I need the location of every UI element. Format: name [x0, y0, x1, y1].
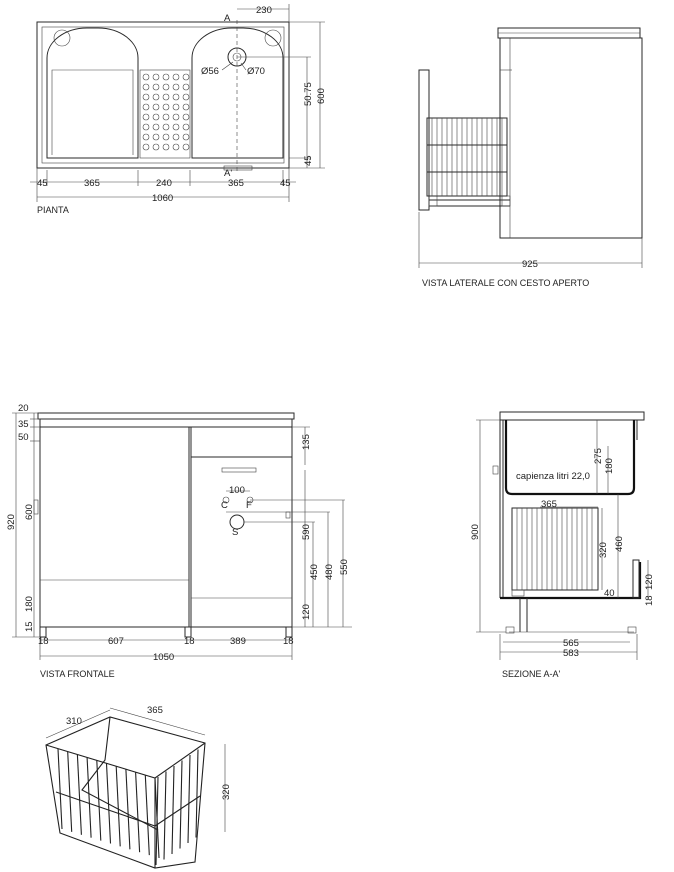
dim-320-basket: 320	[221, 784, 232, 800]
dim-565: 565	[563, 638, 579, 649]
basket-wire	[87, 758, 91, 838]
drainer-hole	[183, 74, 189, 80]
front-view-caption: VISTA FRONTALE	[40, 669, 115, 679]
drainer-hole	[163, 104, 169, 110]
drainer-hole	[183, 84, 189, 90]
basket-wire	[58, 749, 62, 829]
dim-180-front: 180	[24, 596, 35, 612]
dim-900: 900	[470, 524, 481, 540]
dim-o70: Ø70	[247, 66, 265, 77]
plan-caption: PIANTA	[37, 205, 69, 215]
drainer-hole	[143, 134, 149, 140]
side-view-caption: VISTA LATERALE CON CESTO APERTO	[422, 278, 590, 288]
dim-310: 310	[66, 716, 82, 727]
section-marker-a: A	[224, 13, 231, 24]
basket-isometric-view	[46, 705, 232, 868]
drainer-hole	[163, 94, 169, 100]
dim-365-a: 365	[84, 178, 100, 189]
basket-wire	[77, 755, 81, 835]
drainer-hole	[143, 124, 149, 130]
dim-40: 40	[604, 588, 615, 599]
plan-view	[30, 4, 327, 215]
drainer-hole	[183, 124, 189, 130]
label-c: C	[221, 500, 228, 511]
dim-50: 50	[18, 432, 29, 443]
dim-365-b: 365	[228, 178, 244, 189]
dim-320-section: 320	[598, 542, 609, 558]
drainer-hole	[173, 94, 179, 100]
dim-590: 590	[301, 524, 312, 540]
basket-wire	[164, 772, 166, 860]
section-a-a-view	[470, 412, 655, 679]
drainer-hole	[153, 74, 159, 80]
dim-275: 275	[593, 448, 604, 464]
drainer-hole	[173, 104, 179, 110]
drainer-hole	[163, 74, 169, 80]
drainer-hole	[173, 84, 179, 90]
dim-180-section: 180	[604, 458, 615, 474]
drainer-hole	[173, 144, 179, 150]
dim-600-front: 600	[24, 504, 35, 520]
basket-wire	[68, 752, 72, 832]
label-s: S	[232, 527, 239, 538]
dim-18-c: 18	[283, 636, 294, 647]
dim-607: 607	[108, 636, 124, 647]
drainer-hole	[183, 134, 189, 140]
basket-wire	[116, 766, 120, 846]
drainer-hole	[153, 104, 159, 110]
dim-583: 583	[563, 648, 579, 659]
dim-35: 35	[18, 419, 29, 430]
drainer-hole	[163, 144, 169, 150]
drainer-hole	[143, 94, 149, 100]
dim-365-basket: 365	[147, 705, 163, 716]
dim-15: 15	[24, 621, 35, 632]
basket-wire	[97, 761, 101, 841]
basket-wire	[180, 761, 182, 849]
dim-50-75: 50.75	[303, 82, 314, 106]
dim-o56: Ø56	[201, 66, 219, 77]
dim-365-section: 365	[541, 499, 557, 510]
drainer-hole	[153, 134, 159, 140]
drainer-hole	[183, 144, 189, 150]
dim-120-front: 120	[301, 604, 312, 620]
drainer-hole	[183, 94, 189, 100]
drainer-hole	[143, 84, 149, 90]
dim-18-b: 18	[184, 636, 195, 647]
basket-wire	[136, 772, 140, 852]
dim-460: 460	[614, 536, 625, 552]
label-f: F	[246, 500, 252, 511]
drainer-hole	[173, 134, 179, 140]
side-view-basket-open	[419, 28, 642, 288]
drainer-hole	[143, 114, 149, 120]
basket-wire	[126, 769, 130, 849]
front-view	[6, 403, 352, 679]
dim-100: 100	[229, 485, 245, 496]
section-marker-a-prime: A'	[224, 168, 233, 179]
drainer-hole	[163, 124, 169, 130]
drainer-holes	[140, 70, 190, 158]
dim-550: 550	[339, 559, 350, 575]
drainer-hole	[153, 124, 159, 130]
drainer-hole	[143, 144, 149, 150]
dim-120-section: 120	[644, 574, 655, 590]
drainer-hole	[173, 114, 179, 120]
drainer-hole	[173, 74, 179, 80]
drainer-hole	[173, 124, 179, 130]
dim-920: 920	[6, 514, 17, 530]
drainer-hole	[153, 84, 159, 90]
dim-1060: 1060	[152, 193, 174, 204]
drainer-hole	[143, 104, 149, 110]
drainer-hole	[153, 144, 159, 150]
dim-240: 240	[156, 178, 172, 189]
dim-45-a: 45	[37, 178, 48, 189]
dim-18-a: 18	[38, 636, 49, 647]
dim-600-plan: 600	[316, 88, 327, 104]
dim-450: 450	[309, 564, 320, 580]
dim-1050: 1050	[153, 652, 175, 663]
dim-925: 925	[522, 259, 538, 270]
drainer-hole	[153, 94, 159, 100]
drainer-hole	[183, 104, 189, 110]
drainer-hole	[153, 114, 159, 120]
dim-18-section: 18	[644, 595, 655, 606]
dim-230: 230	[256, 5, 272, 16]
section-caption: SEZIONE A-A'	[502, 669, 561, 679]
drainer-hole	[183, 114, 189, 120]
dim-389: 389	[230, 636, 246, 647]
dim-20: 20	[18, 403, 29, 414]
dim-480: 480	[324, 564, 335, 580]
drainer-hole	[163, 114, 169, 120]
drainer-hole	[163, 134, 169, 140]
dim-45-right: 45	[303, 155, 314, 166]
drainer-hole	[143, 74, 149, 80]
dim-45-b: 45	[280, 178, 291, 189]
basket-wire	[145, 775, 149, 855]
capacity-label: capienza litri 22,0	[516, 471, 590, 482]
drainer-hole	[163, 84, 169, 90]
dim-135: 135	[301, 434, 312, 450]
basket-wire	[172, 766, 174, 854]
basket-wire	[188, 755, 190, 843]
